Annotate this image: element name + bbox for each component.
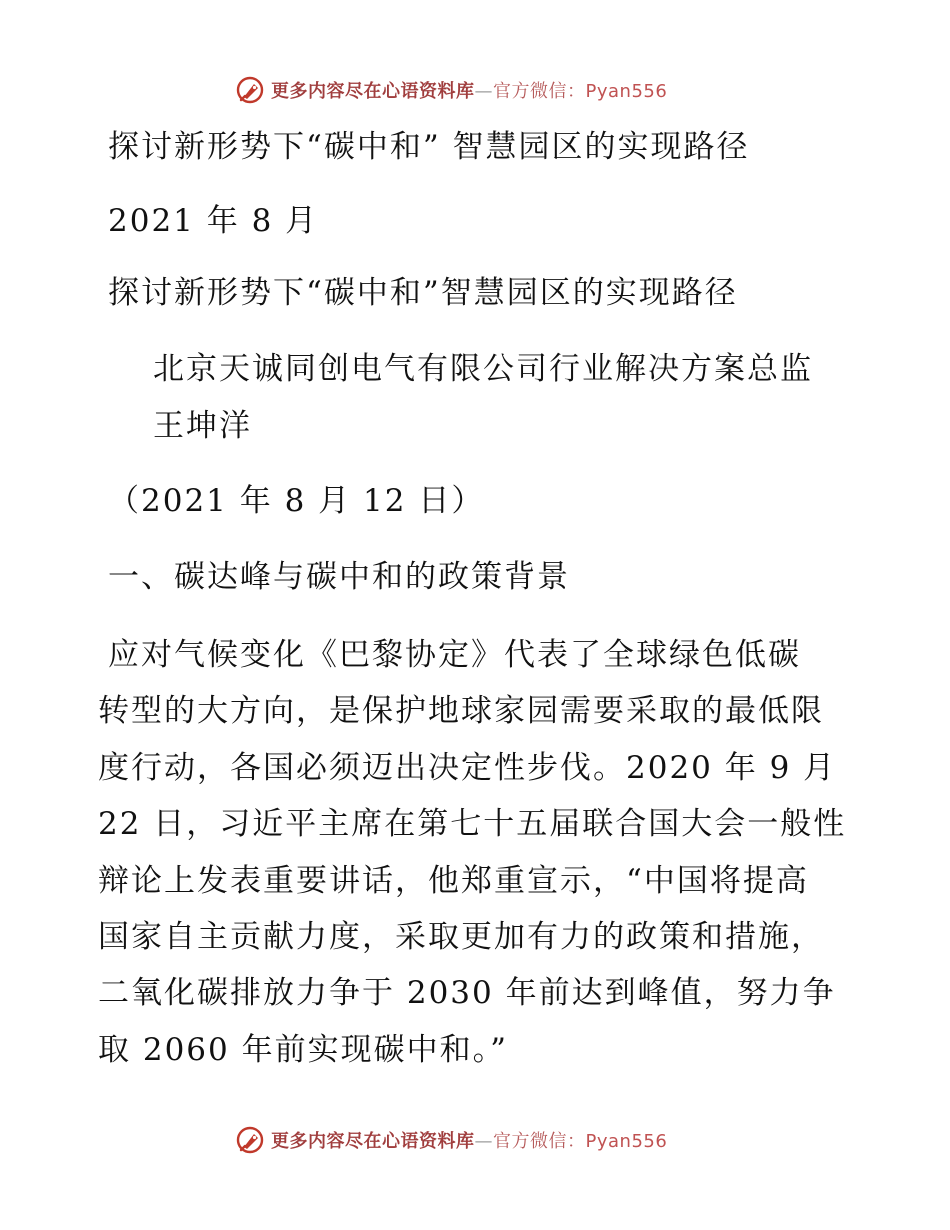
watermark-brand: 更多内容尽在心语资料库	[271, 81, 475, 102]
paragraph-line: 度行动，各国必须迈出决定性步伐。2020 年 9 月	[98, 749, 837, 786]
document-date: 2021 年 8 月	[108, 203, 319, 239]
watermark-text	[271, 77, 667, 103]
section-heading: 一、碳达峰与碳中和的政策背景	[108, 559, 570, 595]
watermark-separator: —	[474, 81, 493, 102]
watermark-wechat-id: Pyan556	[585, 81, 668, 102]
watermark-wechat-id: Pyan556	[585, 1131, 668, 1152]
paragraph-line: 转型的大方向，是保护地球家园需要采取的最低限	[98, 693, 824, 730]
watermark-wechat-label: 官方微信：	[493, 81, 586, 102]
fountain-pen-nib-icon	[235, 1125, 265, 1155]
paragraph-line: 22 日，习近平主席在第七十五届联合国大会一般性	[98, 806, 847, 843]
watermark-separator: —	[474, 1131, 493, 1152]
fountain-pen-nib-icon	[235, 75, 265, 105]
paragraph-line: 二氧化碳排放力争于 2030 年前达到峰值，努力争	[98, 975, 836, 1012]
watermark-text	[271, 1127, 667, 1153]
body-paragraph	[98, 627, 858, 1078]
header-watermark-banner	[235, 73, 667, 107]
paragraph-line: 取 2060 年前实现碳中和。”	[98, 1031, 508, 1068]
document-full-date: （2021 年 8 月 12 日）	[108, 483, 485, 519]
watermark-wechat-label: 官方微信：	[493, 1131, 586, 1152]
author-name: 王坤洋	[153, 408, 252, 444]
document-title: 探讨新形势下“碳中和” 智慧园区的实现路径	[108, 129, 750, 165]
paragraph-line: 辩论上发表重要讲话，他郑重宣示，“中国将提高	[98, 862, 809, 899]
author-affiliation: 北京天诚同创电气有限公司行业解决方案总监	[153, 351, 813, 387]
watermark-brand: 更多内容尽在心语资料库	[271, 1131, 475, 1152]
document-subtitle: 探讨新形势下“碳中和”智慧园区的实现路径	[108, 275, 738, 311]
paragraph-line: 国家自主贡献力度，采取更加有力的政策和措施，	[98, 919, 824, 956]
paragraph-line: 应对气候变化《巴黎协定》代表了全球绿色低碳	[108, 637, 801, 673]
footer-watermark-banner	[235, 1123, 667, 1157]
